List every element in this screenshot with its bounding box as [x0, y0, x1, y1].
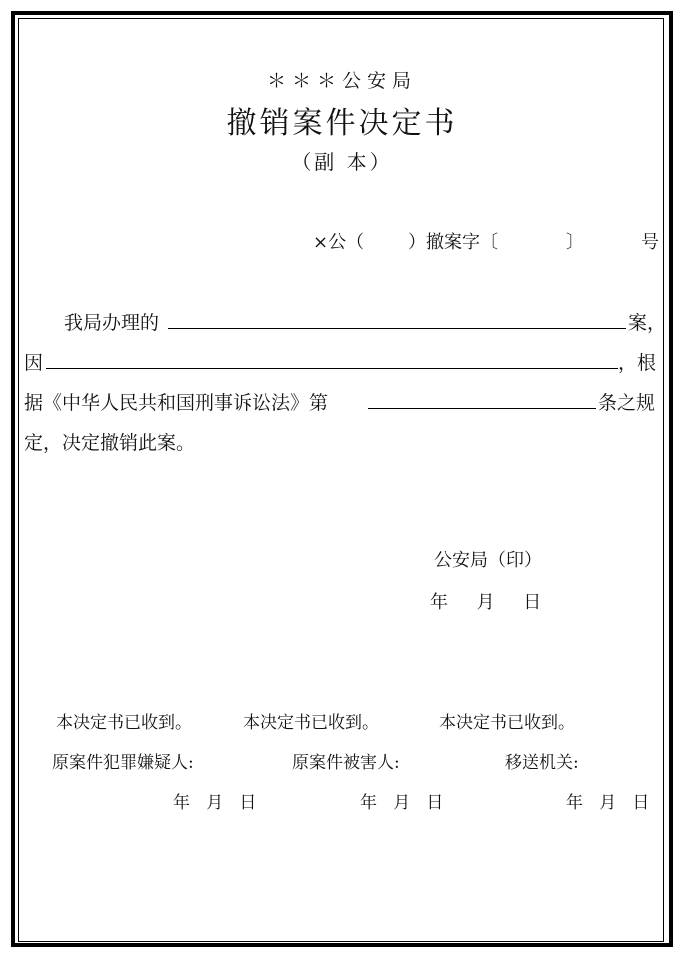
doc-number-middle: ）撤案字〔	[408, 232, 498, 253]
document-subtitle: （副 本）	[291, 150, 393, 174]
receipt-party-agency: 移送机关:	[505, 753, 579, 773]
receipt-date: 年 月 日	[360, 793, 444, 813]
body-line3-start: 据《中华人民共和国刑事诉讼法》第	[24, 392, 329, 414]
body-line2-start: 因	[24, 352, 44, 374]
doc-number-suffix: 号	[641, 232, 659, 253]
doc-number-bracket-close: 〕	[566, 232, 584, 253]
doc-number-prefix: ×公（	[313, 232, 365, 253]
agency-name: ＊＊＊公安局	[266, 70, 417, 92]
receipt-date: 年 月 日	[173, 793, 257, 813]
body-line2-end: ，根	[618, 352, 657, 374]
seal-label: 公安局（印）	[434, 550, 542, 571]
receipt-date: 年 月 日	[566, 793, 650, 813]
receipt-received: 本决定书已收到。	[56, 713, 192, 733]
receipt-party-victim: 原案件被害人:	[292, 753, 400, 773]
issue-date: 年 月 日	[430, 592, 542, 613]
body-line1-start: 我局办理的	[64, 312, 160, 334]
article-number-blank[interactable]	[368, 408, 596, 409]
body-line1-end: 案，	[628, 312, 667, 334]
body-line4: 定，决定撤销此案。	[24, 432, 196, 454]
receipt-received: 本决定书已收到。	[243, 713, 379, 733]
reason-blank[interactable]	[46, 368, 618, 369]
document-title: 撤销案件决定书	[226, 106, 458, 141]
case-name-blank[interactable]	[168, 328, 626, 329]
body-line3-end: 条之规	[598, 392, 656, 414]
receipt-party-suspect: 原案件犯罪嫌疑人:	[52, 753, 194, 773]
receipt-received: 本决定书已收到。	[439, 713, 575, 733]
